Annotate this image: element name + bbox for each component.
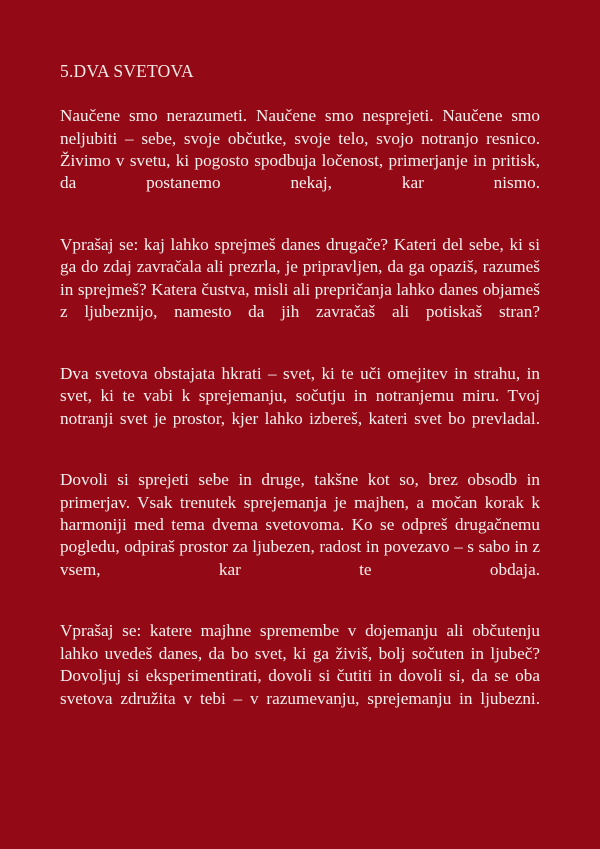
body-copy (60, 105, 540, 732)
paragraph: Vprašaj se: kaj lahko sprejmeš danes drugače? Kateri del sebe, ki si ga do zdaj zavračala ali prezrla, je pripravljen, da ga opaziš, razumeš in sprejmeš? Katera čustva, misli ali prepričanja lahko danes objameš z ljubeznijo, namesto da jih zavračaš ali potiskaš stran? (60, 235, 540, 322)
text-column (60, 62, 540, 732)
paragraph: Dva svetova obstajata hkrati – svet, ki te uči omejitev in strahu, in svet, ki te vabi k sprejemanju, sočutju in notranjemu miru. Tvoj notranji svet je prostor, kjer lahko izbereš, kateri svet bo prevladal. (60, 363, 540, 428)
paragraph: Dovoli si sprejeti sebe in druge, takšne kot so, brez obsodb in primerjav. Vsak trenutek sprejemanja je majhen, a močan korak k harmoniji med tema dvema svetovoma. Ko se odpreš drugačnemu pogledu, odpiraš prostor za ljubezen, radost in povezavo – s sabo in z vsem, kar te obdaja. (60, 470, 540, 579)
page-title: 5.DVA SVETOVA (60, 61, 194, 81)
paragraph: Naučene smo nerazumeti. Naučene smo nesprejeti. Naučene smo neljubiti – sebe, svoje občutke, svoje telo, svojo notranjo resnico. Živimo v svetu, ki pogosto spodbuja ločenost, primerjanje in pritisk, da postanemo nekaj, kar nismo. (60, 106, 540, 193)
paragraph: Vprašaj se: katere majhne spremembe v dojemanju ali občutenju lahko uvedeš danes, da bo svet, ki ga živiš, bolj sočuten in ljubeč? Dovoljuj si eksperimentirati, dovoli si čutiti in dovoli si, da se oba svetova združita v tebi – v razumevanju, sprejemanju in ljubezni. (60, 621, 540, 708)
